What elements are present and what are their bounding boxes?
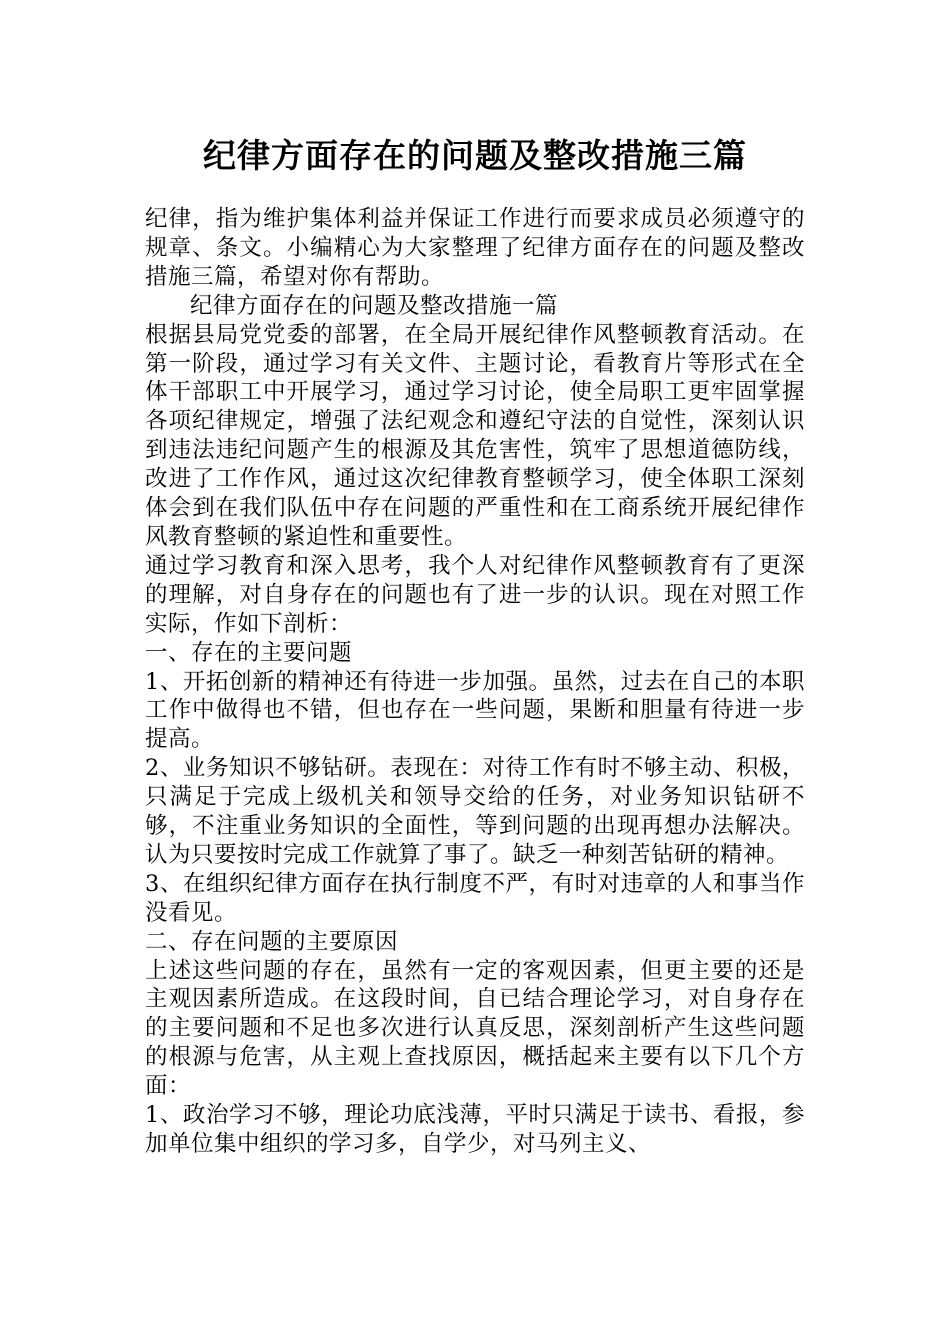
subheading: 一、存在的主要问题 [145, 639, 353, 666]
body-paragraph: 根据县局党党委的部署，在全局开展纪律作风整顿教育活动。在第一阶段，通过学习有关文件、主题讨论，看教育片等形式在全体干部职工中开展学习，通过学习讨论，使全局职工更牢固掌握各项纪律规定，增强了法纪观念和遵纪守法的自觉性，深刻认识到违法违纪问题产生的根源及其危害性，筑牢了思想道德防线，改进了工作作风，通过这次纪律教育整顿学习，使全体职工深刻体会到在我们队伍中存在问题的严重性和在工商系统开展纪律作风教育整顿的紧迫性和重要性。 [145, 321, 805, 550]
body-paragraph: 上述这些问题的存在，虽然有一定的客观因素，但更主要的还是主观因素所造成。在这段时间，自已结合理论学习，对自身存在的主要问题和不足也多次进行认真反思，深刻剖析产生这些问题的根源与危害，从主观上查找原因，概括起来主要有以下几个方面： [145, 957, 805, 1100]
subheading: 二、存在问题的主要原因 [145, 928, 399, 955]
section-heading: 纪律方面存在的问题及整改措施一篇 [190, 292, 559, 319]
list-item: 3、在组织纪律方面存在执行制度不严，有时对违章的人和事当作没看见。 [145, 870, 805, 926]
intro-paragraph: 纪律，指为维护集体利益并保证工作进行而要求成员必须遵守的规章、条文。小编精心为大家整理了纪律方面存在的问题及整改措施三篇，希望对你有帮助。 [145, 206, 805, 290]
list-item: 2、业务知识不够钻研。表现在：对待工作有时不够主动、积极，只满足于完成上级机关和领导交给的任务，对业务知识钻研不够，不注重业务知识的全面性，等到问题的出现再想办法解决。认为只要按时完成工作就算了事了。缺乏一种刻苦钻研的精神。 [145, 755, 805, 868]
list-item: 1、政治学习不够，理论功底浅薄，平时只满足于读书、看报，参加单位集中组织的学习多，自学少，对马列主义、 [145, 1102, 805, 1157]
document-body [145, 205, 805, 1159]
list-item: 1、开拓创新的精神还有待进一步加强。虽然，过去在自己的本职工作中做得也不错，但也存在一些问题，果断和胆量有待进一步提高。 [145, 668, 805, 753]
document-title: 纪律方面存在的问题及整改措施三篇 [203, 136, 747, 175]
body-paragraph: 通过学习教育和深入思考，我个人对纪律作风整顿教育有了更深的理解，对自身存在的问题也有了进一步的认识。现在对照工作实际，作如下剖析： [145, 552, 805, 637]
